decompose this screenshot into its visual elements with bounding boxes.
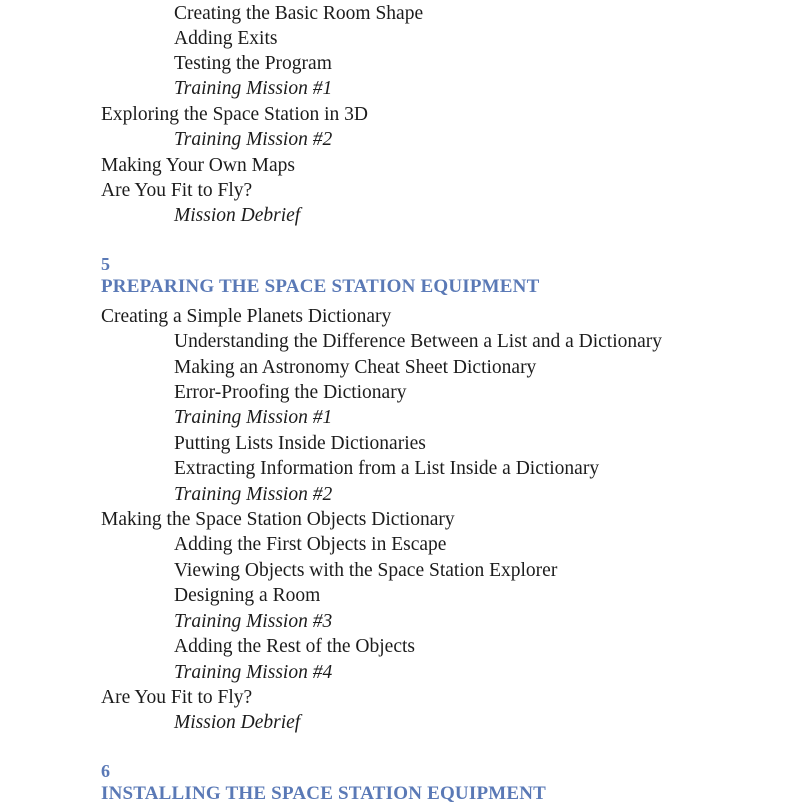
- toc-entry: Creating a Simple Planets Dictionary: [101, 306, 392, 327]
- toc-entry: Exploring the Space Station in 3D: [101, 104, 369, 125]
- toc-entry: Testing the Program: [174, 53, 332, 74]
- chapter-title: INSTALLING THE SPACE STATION EQUIPMENT: [101, 783, 547, 804]
- toc-entry: Designing a Room: [174, 585, 321, 606]
- toc-entry: Mission Debrief: [174, 712, 301, 733]
- toc-entry: Making Your Own Maps: [101, 155, 295, 176]
- toc-entry: Mission Debrief: [174, 205, 301, 226]
- toc-entry: Adding Exits: [174, 28, 278, 49]
- toc-entry: Are You Fit to Fly?: [101, 687, 253, 708]
- toc-entry: Making the Space Station Objects Dictionary: [101, 509, 455, 530]
- toc-entry: Extracting Information from a List Inside a Dictionary: [174, 458, 600, 479]
- chapter-number: 5: [101, 254, 110, 274]
- toc-entry: Creating the Basic Room Shape: [174, 3, 424, 24]
- toc-entry: Making an Astronomy Cheat Sheet Dictionary: [174, 357, 537, 378]
- toc-entry: Training Mission #2: [174, 484, 333, 505]
- toc-entry: Putting Lists Inside Dictionaries: [174, 433, 426, 454]
- toc-entry: Are You Fit to Fly?: [101, 180, 253, 201]
- toc-entry: Training Mission #1: [174, 78, 333, 99]
- toc-entry: Adding the First Objects in Escape: [174, 534, 447, 555]
- toc-entry: Viewing Objects with the Space Station Explorer: [174, 560, 558, 581]
- chapter-title: PREPARING THE SPACE STATION EQUIPMENT: [101, 276, 540, 297]
- chapter-number: 6: [101, 761, 110, 781]
- toc-entry: Training Mission #2: [174, 129, 333, 150]
- toc-entry: Error-Proofing the Dictionary: [174, 382, 407, 403]
- toc-entry: Training Mission #1: [174, 407, 333, 428]
- toc-entry: Training Mission #4: [174, 662, 333, 683]
- toc-entry: Training Mission #3: [174, 611, 333, 632]
- toc-entry: Adding the Rest of the Objects: [174, 636, 415, 657]
- toc-entry: Understanding the Difference Between a List and a Dictionary: [174, 331, 663, 352]
